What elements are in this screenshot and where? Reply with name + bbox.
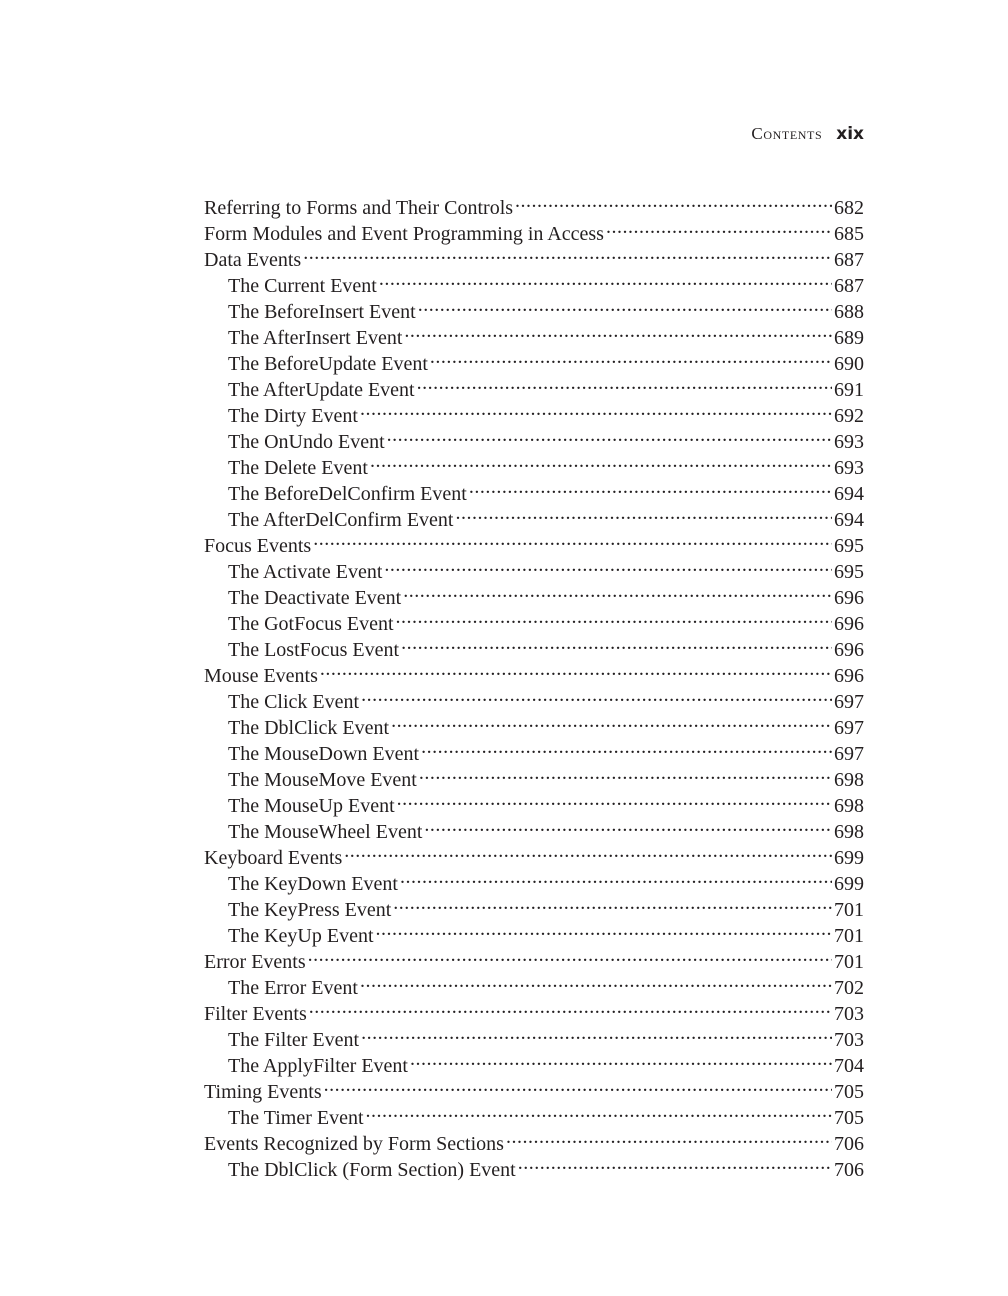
toc-entry-page-number: 696: [834, 613, 864, 635]
toc-entry-page-number: 706: [834, 1133, 864, 1155]
toc-dot-leader: [384, 552, 832, 578]
toc-dot-leader: [424, 812, 832, 838]
toc-dot-leader: [313, 526, 832, 552]
toc-dot-leader: [401, 630, 832, 656]
toc-entry-page-number: 702: [834, 977, 864, 999]
toc-dot-leader: [421, 734, 832, 760]
toc-entry-page-number: 685: [834, 223, 864, 245]
toc-entry-page-number: 703: [834, 1003, 864, 1025]
toc-entry-title: The MouseUp Event: [228, 795, 395, 817]
toc-entry-title: Filter Events: [204, 1003, 307, 1025]
toc-dot-leader: [387, 422, 832, 448]
toc-entry-page-number: 697: [834, 691, 864, 713]
toc-dot-leader: [403, 578, 832, 604]
toc-entry-page-number: 694: [834, 509, 864, 531]
toc-dot-leader: [361, 682, 832, 708]
toc-entry-title: The AfterInsert Event: [228, 327, 403, 349]
toc-dot-leader: [370, 448, 832, 474]
toc-entry-title: The Delete Event: [228, 457, 368, 479]
toc-dot-leader: [391, 708, 832, 734]
toc-dot-leader: [379, 266, 832, 292]
toc-entry-page-number: 692: [834, 405, 864, 427]
toc-entry-title: The Current Event: [228, 275, 377, 297]
toc-entry-page-number: 696: [834, 665, 864, 687]
toc-entry-page-number: 693: [834, 457, 864, 479]
toc-dot-leader: [397, 786, 832, 812]
toc-entry-page-number: 701: [834, 899, 864, 921]
toc-entry-page-number: 705: [834, 1107, 864, 1129]
toc-entry-title: Data Events: [204, 249, 302, 271]
toc-entry-title: Timing Events: [204, 1081, 322, 1103]
toc-dot-leader: [393, 890, 832, 916]
toc-entry-title: Error Events: [204, 951, 306, 973]
toc-entry-page-number: 698: [834, 795, 864, 817]
toc-dot-leader: [418, 292, 832, 318]
toc-entry-title: The BeforeDelConfirm Event: [228, 483, 467, 505]
toc-entry-title: The Dirty Event: [228, 405, 358, 427]
toc-entry-title: The Click Event: [228, 691, 360, 713]
running-head-label: Contents: [751, 124, 823, 143]
toc-dot-leader: [469, 474, 832, 500]
toc-entry-title: The Activate Event: [228, 561, 383, 583]
toc-dot-leader: [320, 656, 832, 682]
toc-entry-page-number: 697: [834, 743, 864, 765]
toc-entry-title: Referring to Forms and Their Controls: [204, 197, 514, 219]
toc-dot-leader: [361, 1020, 832, 1046]
toc-dot-leader: [309, 994, 832, 1020]
toc-dot-leader: [360, 396, 832, 422]
toc-entry-title: The KeyPress Event: [228, 899, 392, 921]
toc-entry-page-number: 699: [834, 873, 864, 895]
toc-entry-title: Events Recognized by Form Sections: [204, 1133, 504, 1155]
toc-entry-page-number: 690: [834, 353, 864, 375]
toc-entry-page-number: 695: [834, 561, 864, 583]
toc-section-entry: [204, 240, 864, 271]
toc-entry-title: The DblClick (Form Section) Event: [228, 1159, 516, 1181]
toc-dot-leader: [404, 318, 832, 344]
toc-entry-title: The MouseDown Event: [228, 743, 420, 765]
toc-entry-page-number: 693: [834, 431, 864, 453]
toc-entry-page-number: 689: [834, 327, 864, 349]
toc-entry-title: The MouseWheel Event: [228, 821, 423, 843]
toc-entry-page-number: 695: [834, 535, 864, 557]
toc-dot-leader: [515, 188, 832, 214]
toc-entry-title: Keyboard Events: [204, 847, 343, 869]
toc-entry-page-number: 687: [834, 275, 864, 297]
toc-entry-page-number: 696: [834, 587, 864, 609]
toc-entry-title: The KeyDown Event: [228, 873, 398, 895]
toc-entry-title: The ApplyFilter Event: [228, 1055, 408, 1077]
toc-entry-title: The GotFocus Event: [228, 613, 394, 635]
toc-entry-page-number: 682: [834, 197, 864, 219]
toc-entry-page-number: 703: [834, 1029, 864, 1051]
toc-dot-leader: [308, 942, 832, 968]
toc-dot-leader: [360, 968, 832, 994]
toc-entry-page-number: 688: [834, 301, 864, 323]
toc-dot-leader: [417, 370, 832, 396]
toc-entry-page-number: 701: [834, 951, 864, 973]
toc-dot-leader: [506, 1124, 832, 1150]
toc-section-entry: [204, 188, 864, 219]
toc-dot-leader: [303, 240, 832, 266]
toc-entry-title: The BeforeUpdate Event: [228, 353, 428, 375]
toc-entry-title: Focus Events: [204, 535, 312, 557]
toc-dot-leader: [518, 1150, 832, 1176]
toc-entry-page-number: 691: [834, 379, 864, 401]
toc-entry-title: The Timer Event: [228, 1107, 364, 1129]
toc-entry-title: The KeyUp Event: [228, 925, 374, 947]
toc-subsection-entry: [204, 266, 864, 297]
toc-entry-title: Mouse Events: [204, 665, 318, 687]
toc-entry-page-number: 704: [834, 1055, 864, 1077]
toc-entry-title: The MouseMove Event: [228, 769, 417, 791]
toc-entry-page-number: 698: [834, 821, 864, 843]
toc-entry-title: Form Modules and Event Programming in Access: [204, 223, 604, 245]
toc-dot-leader: [606, 214, 832, 240]
toc-entry-title: The AfterDelConfirm Event: [228, 509, 454, 531]
toc-entry-page-number: 698: [834, 769, 864, 791]
toc-dot-leader: [396, 604, 832, 630]
toc-entry-page-number: 687: [834, 249, 864, 271]
toc-dot-leader: [419, 760, 832, 786]
toc-entry-page-number: 706: [834, 1159, 864, 1181]
toc-entry-title: The BeforeInsert Event: [228, 301, 416, 323]
toc-entry-title: The Error Event: [228, 977, 358, 999]
toc-dot-leader: [366, 1098, 832, 1124]
toc-dot-leader: [400, 864, 832, 890]
toc-dot-leader: [410, 1046, 832, 1072]
toc-entry-page-number: 705: [834, 1081, 864, 1103]
toc-entry-title: The DblClick Event: [228, 717, 390, 739]
running-head-page-number: xix: [836, 124, 864, 144]
toc-dot-leader: [456, 500, 833, 526]
toc-entry-title: The Filter Event: [228, 1029, 360, 1051]
toc-entry-page-number: 699: [834, 847, 864, 869]
toc-dot-leader: [324, 1072, 832, 1098]
toc-dot-leader: [376, 916, 832, 942]
toc-dot-leader: [344, 838, 832, 864]
toc-entry-title: The Deactivate Event: [228, 587, 402, 609]
toc-entry-page-number: 694: [834, 483, 864, 505]
toc-entry-page-number: 697: [834, 717, 864, 739]
running-head: [620, 124, 864, 144]
toc-entry-title: The LostFocus Event: [228, 639, 400, 661]
toc-entry-title: The AfterUpdate Event: [228, 379, 415, 401]
toc-entry-page-number: 696: [834, 639, 864, 661]
toc-entry-title: The OnUndo Event: [228, 431, 385, 453]
toc-entry-page-number: 701: [834, 925, 864, 947]
table-of-contents: [204, 188, 864, 1181]
toc-dot-leader: [430, 344, 832, 370]
